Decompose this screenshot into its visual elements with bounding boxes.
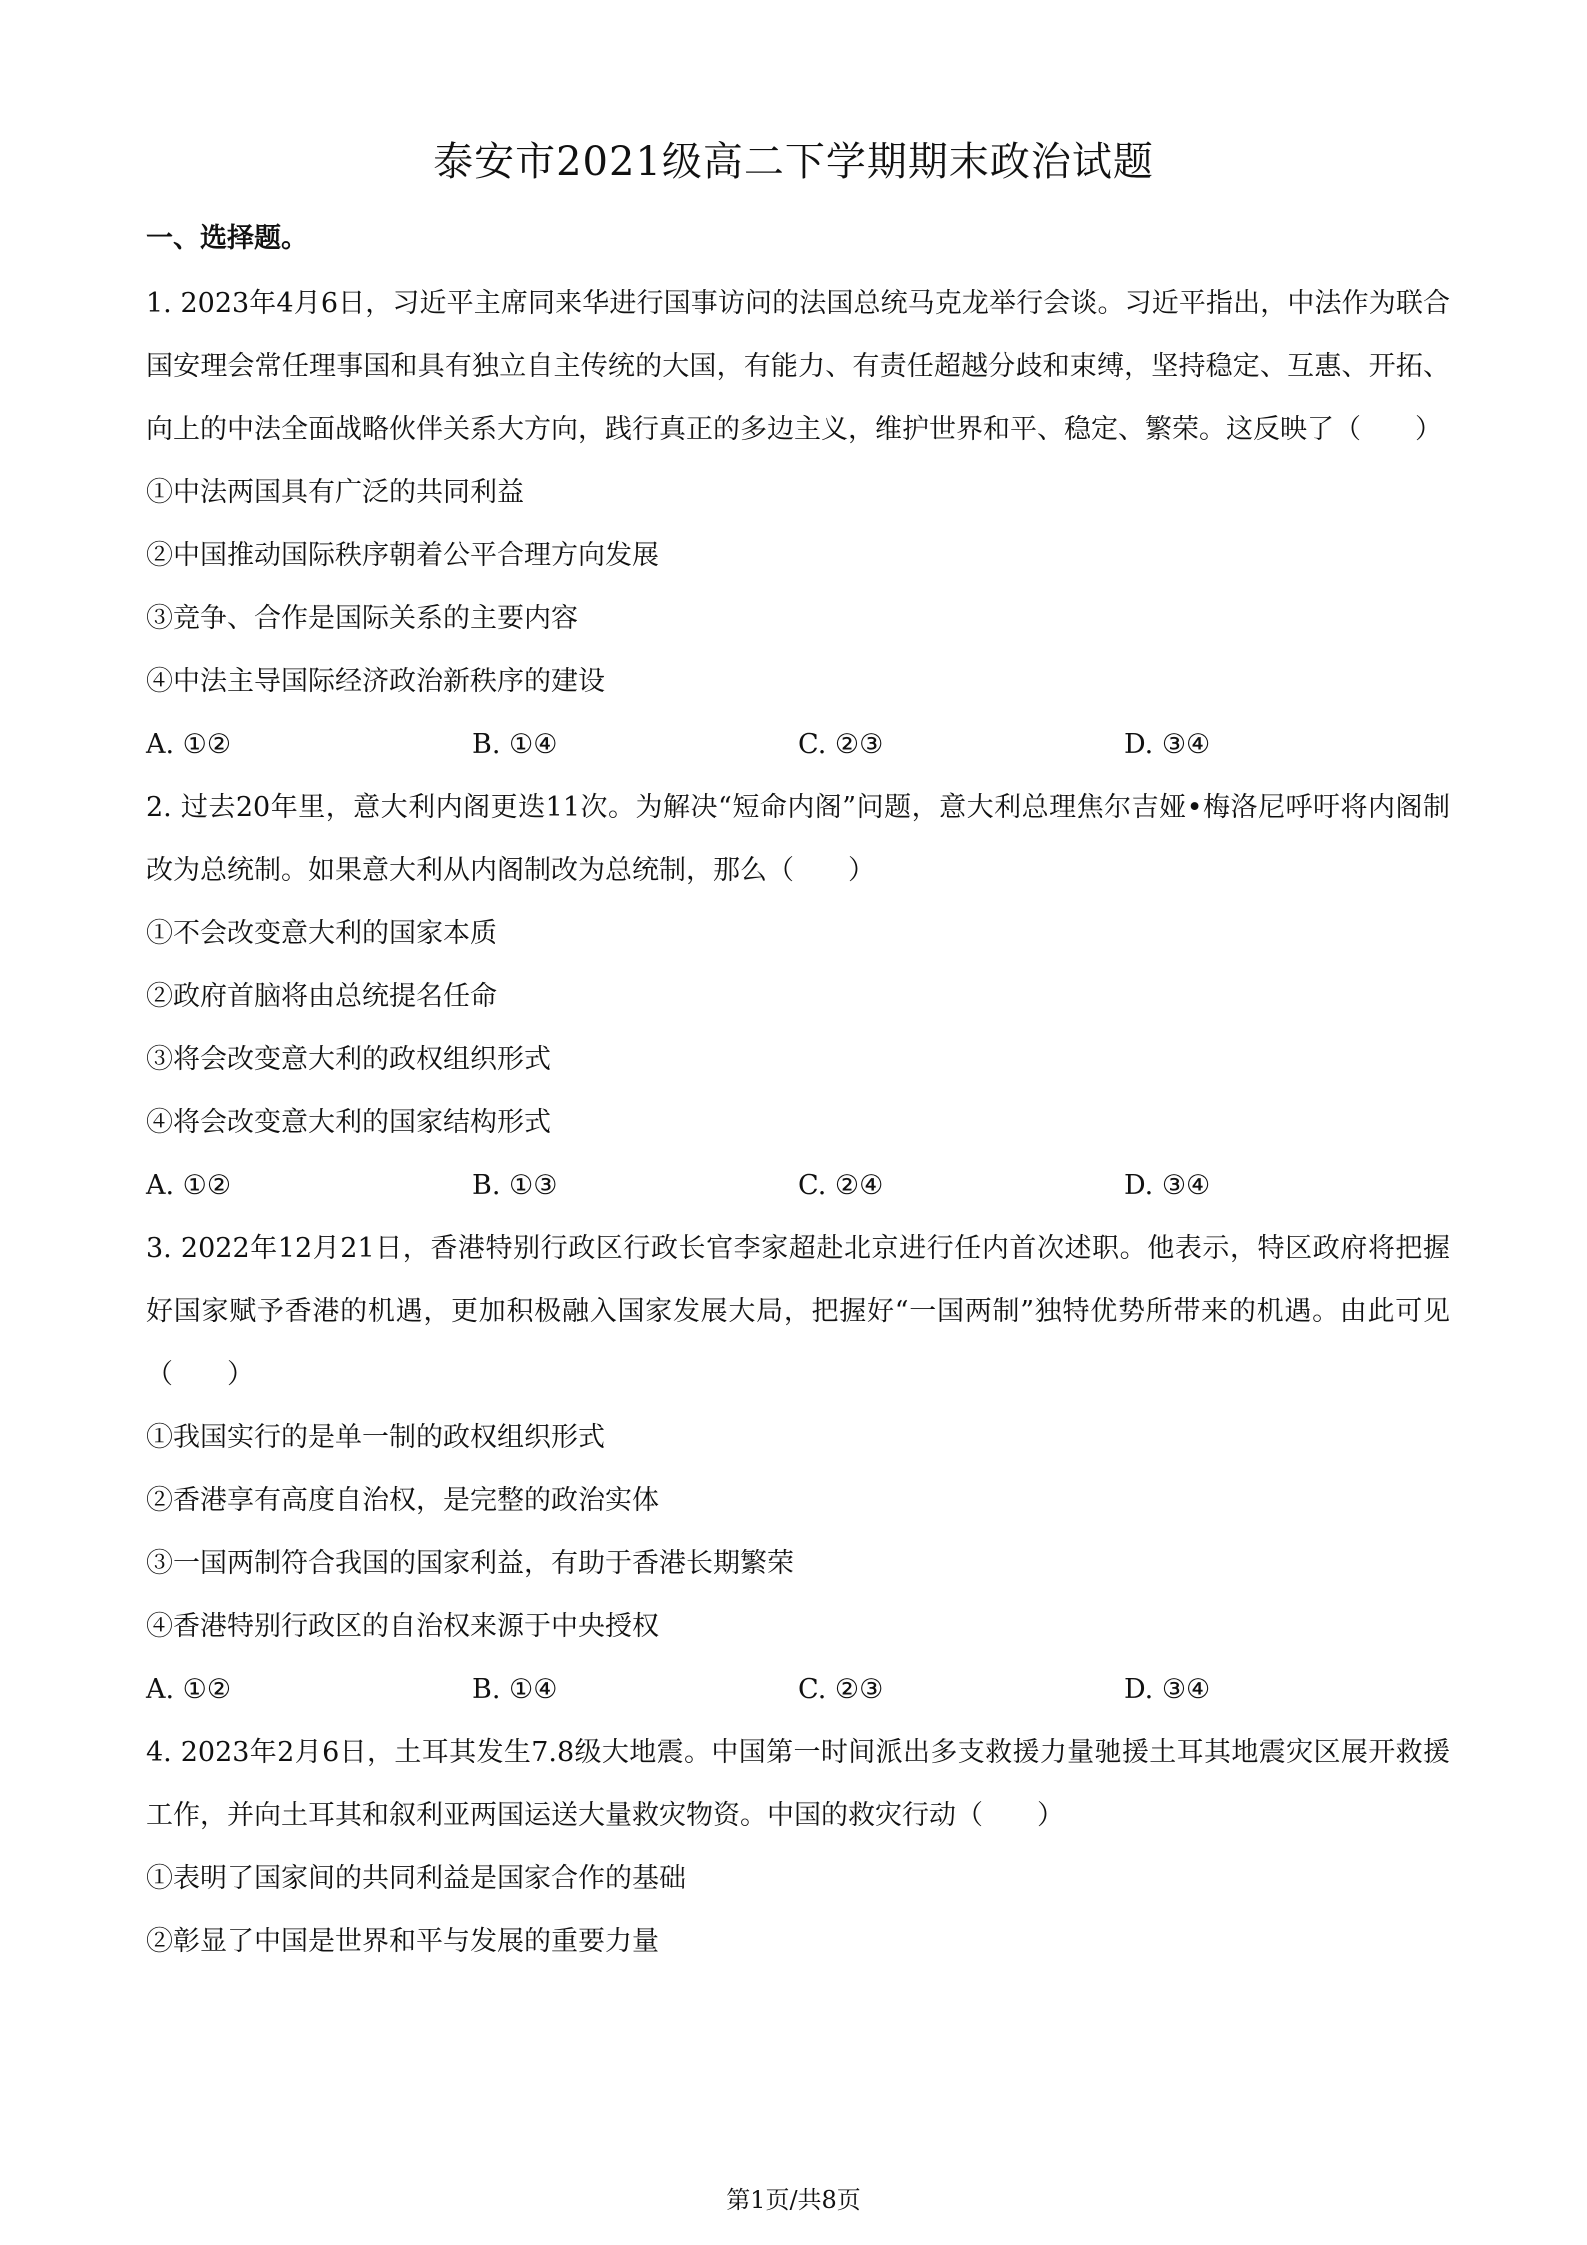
statement-item: ④将会改变意大利的国家结构形式: [146, 1107, 551, 1138]
question-stem: 2. 过去20年里，意大利内阁更迭11次。为解决“短命内阁”问题，意大利总理焦尔吉娅•梅洛尼呼吁将内阁制改为总统制。如果意大利从内阁制改为总统制，那么（ ）: [146, 792, 1450, 886]
statement-item: ③竞争、合作是国际关系的主要内容: [146, 603, 578, 634]
statement-item: ④中法主导国际经济政治新秩序的建设: [146, 666, 605, 697]
statement-item: ③一国两制符合我国的国家利益，有助于香港长期繁荣: [146, 1548, 794, 1579]
option-d: D. ③④: [1124, 1170, 1211, 1201]
option-c: C. ②③: [798, 1674, 884, 1705]
answer-options: [146, 1154, 1450, 1217]
question-stem: 4. 2023年2月6日，土耳其发生7.8级大地震。中国第一时间派出多支救援力量驰援土耳其地震灾区展开救援工作，并向土耳其和叙利亚两国运送大量救灾物资。中国的救灾行动（ ）: [146, 1737, 1450, 1831]
option-a: A. ①②: [146, 1674, 232, 1705]
statement-item: ②香港享有高度自治权，是完整的政治实体: [146, 1485, 659, 1516]
question-list: [146, 272, 1450, 1973]
statement-item: ①表明了国家间的共同利益是国家合作的基础: [146, 1863, 686, 1894]
option-a: A. ①②: [146, 1170, 232, 1201]
option-c: C. ②④: [798, 1170, 884, 1201]
option-b: B. ①④: [472, 729, 558, 760]
option-d: D. ③④: [1124, 729, 1211, 760]
statement-item: ①中法两国具有广泛的共同利益: [146, 477, 524, 508]
question-1: [146, 272, 1450, 776]
statement-item: ②政府首脑将由总统提名任命: [146, 981, 497, 1012]
option-b: B. ①④: [472, 1674, 558, 1705]
statement-item: ②中国推动国际秩序朝着公平合理方向发展: [146, 540, 659, 571]
option-b: B. ①③: [472, 1170, 558, 1201]
statement-item: ②彰显了中国是世界和平与发展的重要力量: [146, 1926, 659, 1957]
answer-options: [146, 713, 1450, 776]
statement-item: ①我国实行的是单一制的政权组织形式: [146, 1422, 605, 1453]
page-title: 泰安市2021级高二下学期期末政治试题: [433, 139, 1154, 185]
question-3: [146, 1217, 1450, 1721]
statement-item: ③将会改变意大利的政权组织形式: [146, 1044, 551, 1075]
question-stem: 3. 2022年12月21日，香港特别行政区行政长官李家超赴北京进行任内首次述职。他表示，特区政府将把握好国家赋予香港的机遇，更加积极融入国家发展大局，把握好“一国两制”独特优势所带来的机遇。由此可见（ ）: [146, 1233, 1450, 1390]
section-heading: 一、选择题。: [146, 223, 308, 254]
statement-item: ④香港特别行政区的自治权来源于中央授权: [146, 1611, 659, 1642]
question-4: [146, 1721, 1450, 1973]
question-2: [146, 776, 1450, 1217]
option-a: A. ①②: [146, 729, 232, 760]
page-footer: 第1页/共8页: [726, 2186, 861, 2214]
question-stem: 1. 2023年4月6日，习近平主席同来华进行国事访问的法国总统马克龙举行会谈。习近平指出，中法作为联合国安理会常任理事国和具有独立自主传统的大国，有能力、有责任超越分歧和束缚，坚持稳定、互惠、开拓、向上的中法全面战略伙伴关系大方向，践行真正的多边主义，维护世界和平、稳定、繁荣。这反映了（ ）: [146, 288, 1450, 445]
answer-options: [146, 1658, 1450, 1721]
option-d: D. ③④: [1124, 1674, 1211, 1705]
option-c: C. ②③: [798, 729, 884, 760]
statement-item: ①不会改变意大利的国家本质: [146, 918, 497, 949]
